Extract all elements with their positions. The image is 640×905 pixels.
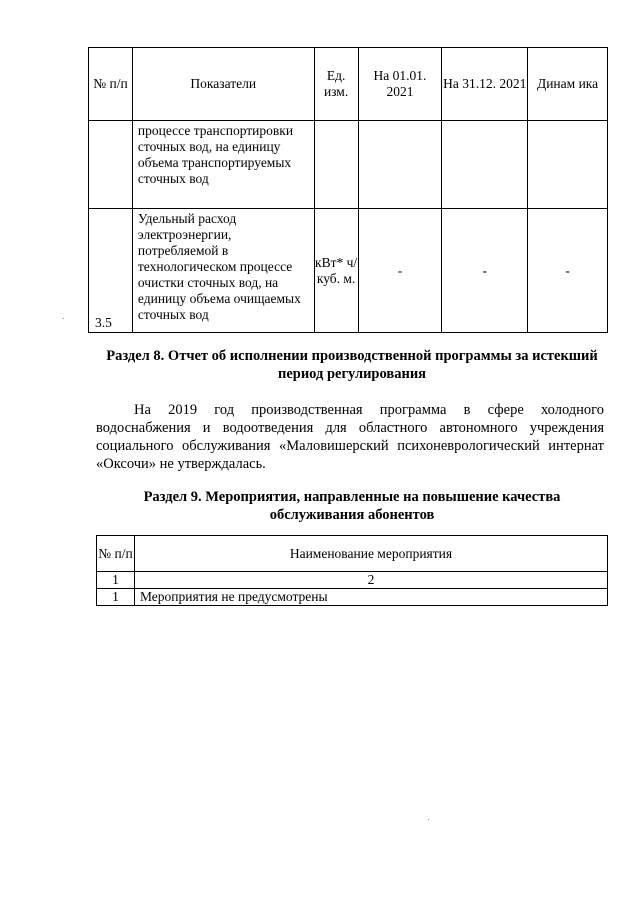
row-dynamics (528, 121, 608, 209)
scan-speck: · (427, 815, 431, 826)
measures-table (96, 535, 608, 606)
header-indicators: Показатели (132, 48, 314, 121)
table-header-row (97, 536, 608, 572)
header-dynamics: Динам ика (528, 48, 608, 121)
table-row (89, 121, 608, 209)
table-header-row (89, 48, 608, 121)
header-end-date: На 31.12. 2021 (442, 48, 528, 121)
row-value-start: - (358, 209, 442, 333)
row-indicator: Удельный расход электроэнергии, потребляемой в технологическом процессе очистки сточных вод, на единицу объема очищаемых сточных вод (132, 209, 314, 333)
row-number: 1 (97, 589, 135, 606)
row-number: 3.5 (89, 209, 133, 333)
index-cell: 2 (134, 572, 607, 589)
section-8-text: На 2019 год производственная программа в сфере холодного водоснабжения и водоотведения для областного автономного учреждения социального обслуживания «Маловишерский психоневрологический интернат «Оксочи» не утверждалась. (96, 402, 604, 472)
margin-mark: . (62, 311, 65, 322)
index-cell: 1 (97, 572, 135, 589)
indicators-table (88, 47, 608, 333)
header-measure-name: Наименование мероприятия (134, 536, 607, 572)
table-row (97, 589, 608, 606)
section-9-heading: Раздел 9. Мероприятия, направленные на повышение качества обслуживания абонентов (143, 489, 561, 523)
row-unit: кВт* ч/ куб. м. (314, 209, 358, 333)
section-8-heading: Раздел 8. Отчет об исполнении производственной программы за истекший период регулирования (106, 348, 598, 382)
row-indicator: процессе транспортировки сточных вод, на единицу объема транспортируемых сточных вод (132, 121, 314, 209)
row-value-end (442, 121, 528, 209)
row-number (89, 121, 133, 209)
row-unit (314, 121, 358, 209)
header-number: № п/п (97, 536, 135, 572)
row-value-start (358, 121, 442, 209)
header-start-date: На 01.01. 2021 (358, 48, 442, 121)
row-value-end: - (442, 209, 528, 333)
header-unit: Ед. изм. (314, 48, 358, 121)
header-number: № п/п (89, 48, 133, 121)
row-measure: Мероприятия не предусмотрены (134, 589, 607, 606)
table-index-row (97, 572, 608, 589)
row-dynamics: - (528, 209, 608, 333)
table-row (89, 209, 608, 333)
